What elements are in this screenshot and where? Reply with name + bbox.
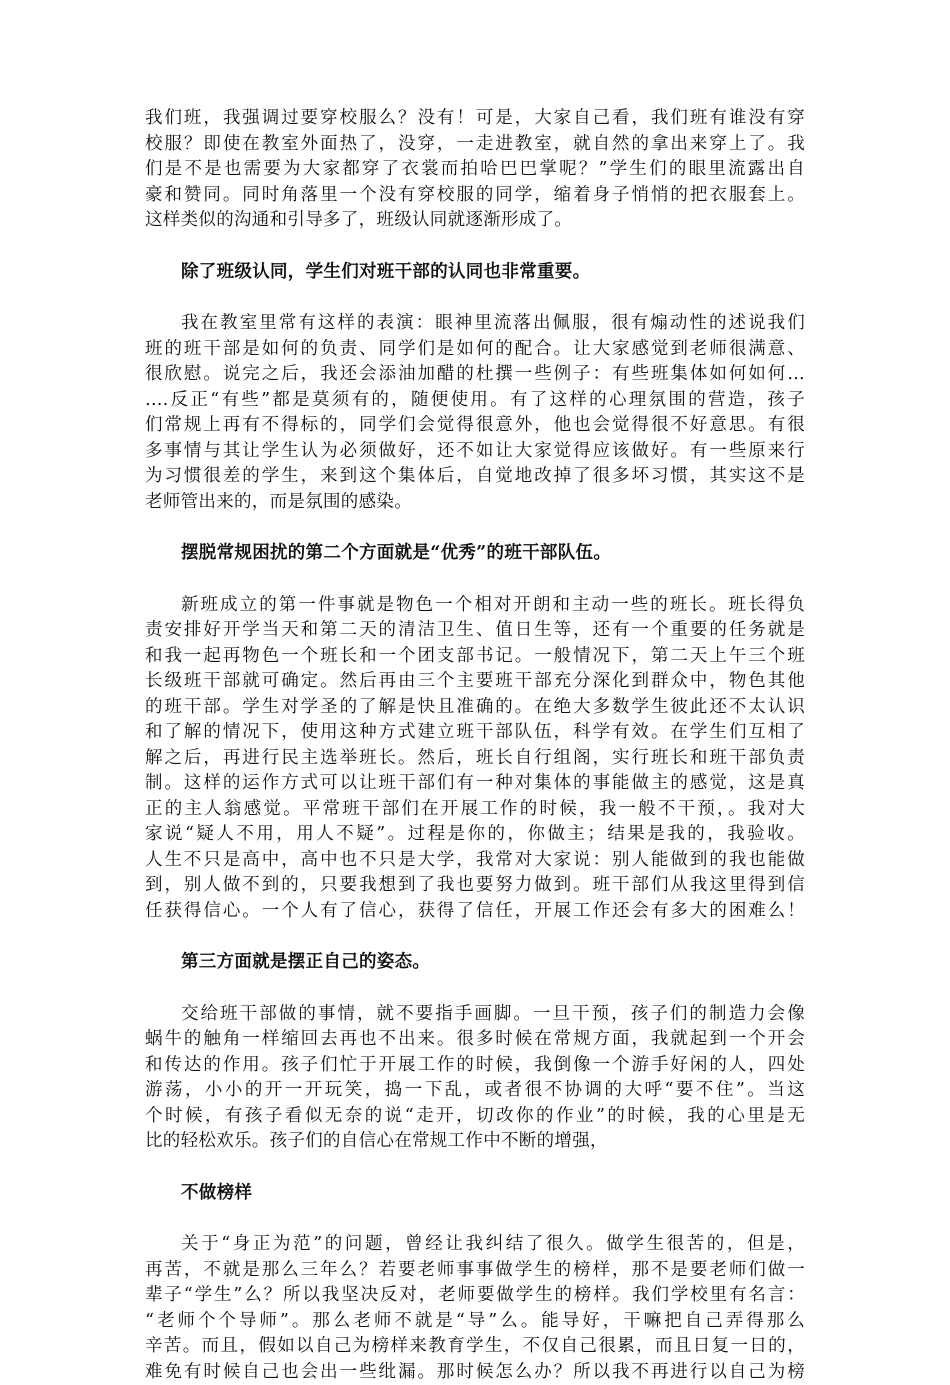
text-line: 制。这样的运作方式可以让班干部们有一种对集体的事能做主的感觉，这是真 bbox=[145, 771, 805, 797]
text-line: 我在教室里常有这样的表演：眼神里流落出佩服，很有煽动性的述说我们 bbox=[145, 311, 805, 337]
text-line: 家说“疑人不用，用人不疑”。过程是你的，你做主；结果是我的，我验收。 bbox=[145, 822, 805, 848]
text-line: 老师管出来的，而是氛围的感染。 bbox=[145, 490, 805, 516]
text-line: 到，别人做不到的，只要我想到了我也要努力做到。班干部们从我这里得到信 bbox=[145, 873, 805, 899]
text-line: 为习惯很差的学生，来到这个集体后，自觉地改掉了很多坏习惯，其实这不是 bbox=[145, 464, 805, 490]
paragraph-no-role-model bbox=[145, 1232, 805, 1385]
paragraph-cadre-identity bbox=[145, 311, 805, 515]
text-line: 正的主人翁感觉。平常班干部们在开展工作的时候，我一般不干预，。我对大 bbox=[145, 797, 805, 823]
text-line: 我们班，我强调过要穿校服么？没有！可是，大家自己看，我们班有谁没有穿 bbox=[145, 106, 805, 132]
text-line: 比的轻松欢乐。孩子们的自信心在常规工作中不断的增强， bbox=[145, 1129, 805, 1155]
text-line: 这样类似的沟通和引导多了，班级认同就逐渐形成了。 bbox=[145, 208, 805, 234]
text-line: 人生不只是高中，高中也不只是大学，我常对大家说：别人能做到的我也能做 bbox=[145, 848, 805, 874]
text-line: 再苦，不就是那么三年么？若要老师事事做学生的榜样，那不是要老师们做一 bbox=[145, 1258, 805, 1284]
text-line: 责安排好开学当天和第二天的清洁卫生、值日生等，还有一个重要的任务就是 bbox=[145, 618, 805, 644]
paragraph-cadre-team bbox=[145, 593, 805, 925]
text-line: 交给班干部做的事情，就不要指手画脚。一旦干预，孩子们的制造力会像 bbox=[145, 1002, 805, 1028]
document-page bbox=[145, 106, 805, 1385]
paragraph-class-identity bbox=[145, 106, 805, 234]
text-line: 和我一起再物色一个班长和一个团支部书记。一般情况下，第二天上午三个班 bbox=[145, 644, 805, 670]
text-line: 很欣慰。说完之后，我还会添油加醋的杜撰一些例子：有些班集体如何如何… bbox=[145, 362, 805, 388]
section-heading: 摆脱常规困扰的第二个方面就是“优秀”的班干部队伍。 bbox=[145, 541, 805, 567]
section-heading: 除了班级认同，学生们对班干部的认同也非常重要。 bbox=[145, 260, 805, 286]
section-heading: 第三方面就是摆正自己的姿态。 bbox=[145, 950, 805, 976]
text-line: 难免有时候自己也会出一些纰漏。那时候怎么办？所以我不再进行以自己为榜 bbox=[145, 1360, 805, 1385]
paragraph-teacher-attitude bbox=[145, 1002, 805, 1155]
text-line: 关于“身正为范”的问题，曾经让我纠结了很久。做学生很苦的，但是， bbox=[145, 1232, 805, 1258]
text-line: 蜗牛的触角一样缩回去再也不出来。很多时候在常规方面，我就起到一个开会 bbox=[145, 1027, 805, 1053]
text-line: 辛苦。而且，假如以自己为榜样来教育学生，不仅自己很累，而且日复一日的， bbox=[145, 1334, 805, 1360]
text-line: “老师个个导师”。那么老师不就是“导”么。能导好，干嘛把自己弄得那么 bbox=[145, 1309, 805, 1335]
text-line: 辈子“学生”么？所以我坚决反对，老师要做学生的榜样。我们学校里有名言： bbox=[145, 1283, 805, 1309]
text-line: 游荡，小小的开一开玩笑，捣一下乱，或者很不协调的大呼“要不住”。当这 bbox=[145, 1078, 805, 1104]
text-line: 的班干部。学生对学圣的了解是快且准确的。在绝大多数学生彼此还不太认识 bbox=[145, 695, 805, 721]
section-heading: 不做榜样 bbox=[145, 1181, 805, 1207]
text-line: 班的班干部是如何的负责、同学们是如何的配合。让大家感觉到老师很满意、 bbox=[145, 337, 805, 363]
text-line: ….反正“有些”都是莫须有的，随便使用。有了这样的心理氛围的营造，孩子 bbox=[145, 388, 805, 414]
text-line: 和了解的情况下，使用这种方式建立班干部队伍，科学有效。在学生们互相了 bbox=[145, 720, 805, 746]
text-line: 任获得信心。一个人有了信心，获得了信任，开展工作还会有多大的困难么！ bbox=[145, 899, 805, 925]
text-line: 豪和赞同。同时角落里一个没有穿校服的同学，缩着身子悄悄的把衣服套上。 bbox=[145, 183, 805, 209]
text-line: 长级班干部就可确定。然后再由三个主要班干部充分深化到群众中，物色其他 bbox=[145, 669, 805, 695]
text-line: 新班成立的第一件事就是物色一个相对开朗和主动一些的班长。班长得负 bbox=[145, 593, 805, 619]
text-line: 们常规上再有不得标的，同学们会觉得很意外，他也会觉得很不好意思。有很 bbox=[145, 413, 805, 439]
text-line: 个时候，有孩子看似无奈的说“走开，切改你的作业”的时候，我的心里是无 bbox=[145, 1104, 805, 1130]
text-line: 和传达的作用。孩子们忙于开展工作的时候，我倒像一个游手好闲的人，四处 bbox=[145, 1053, 805, 1079]
text-line: 校服？即使在教室外面热了，没穿，一走进教室，就自然的拿出来穿上了。我 bbox=[145, 132, 805, 158]
text-line: 解之后，再进行民主选举班长。然后，班长自行组阁，实行班长和班干部负责 bbox=[145, 746, 805, 772]
text-line: 多事情与其让学生认为必须做好，还不如让大家觉得应该做好。有一些原来行 bbox=[145, 439, 805, 465]
text-line: 们是不是也需要为大家都穿了衣裳而拍哈巴巴掌呢？”学生们的眼里流露出自 bbox=[145, 157, 805, 183]
